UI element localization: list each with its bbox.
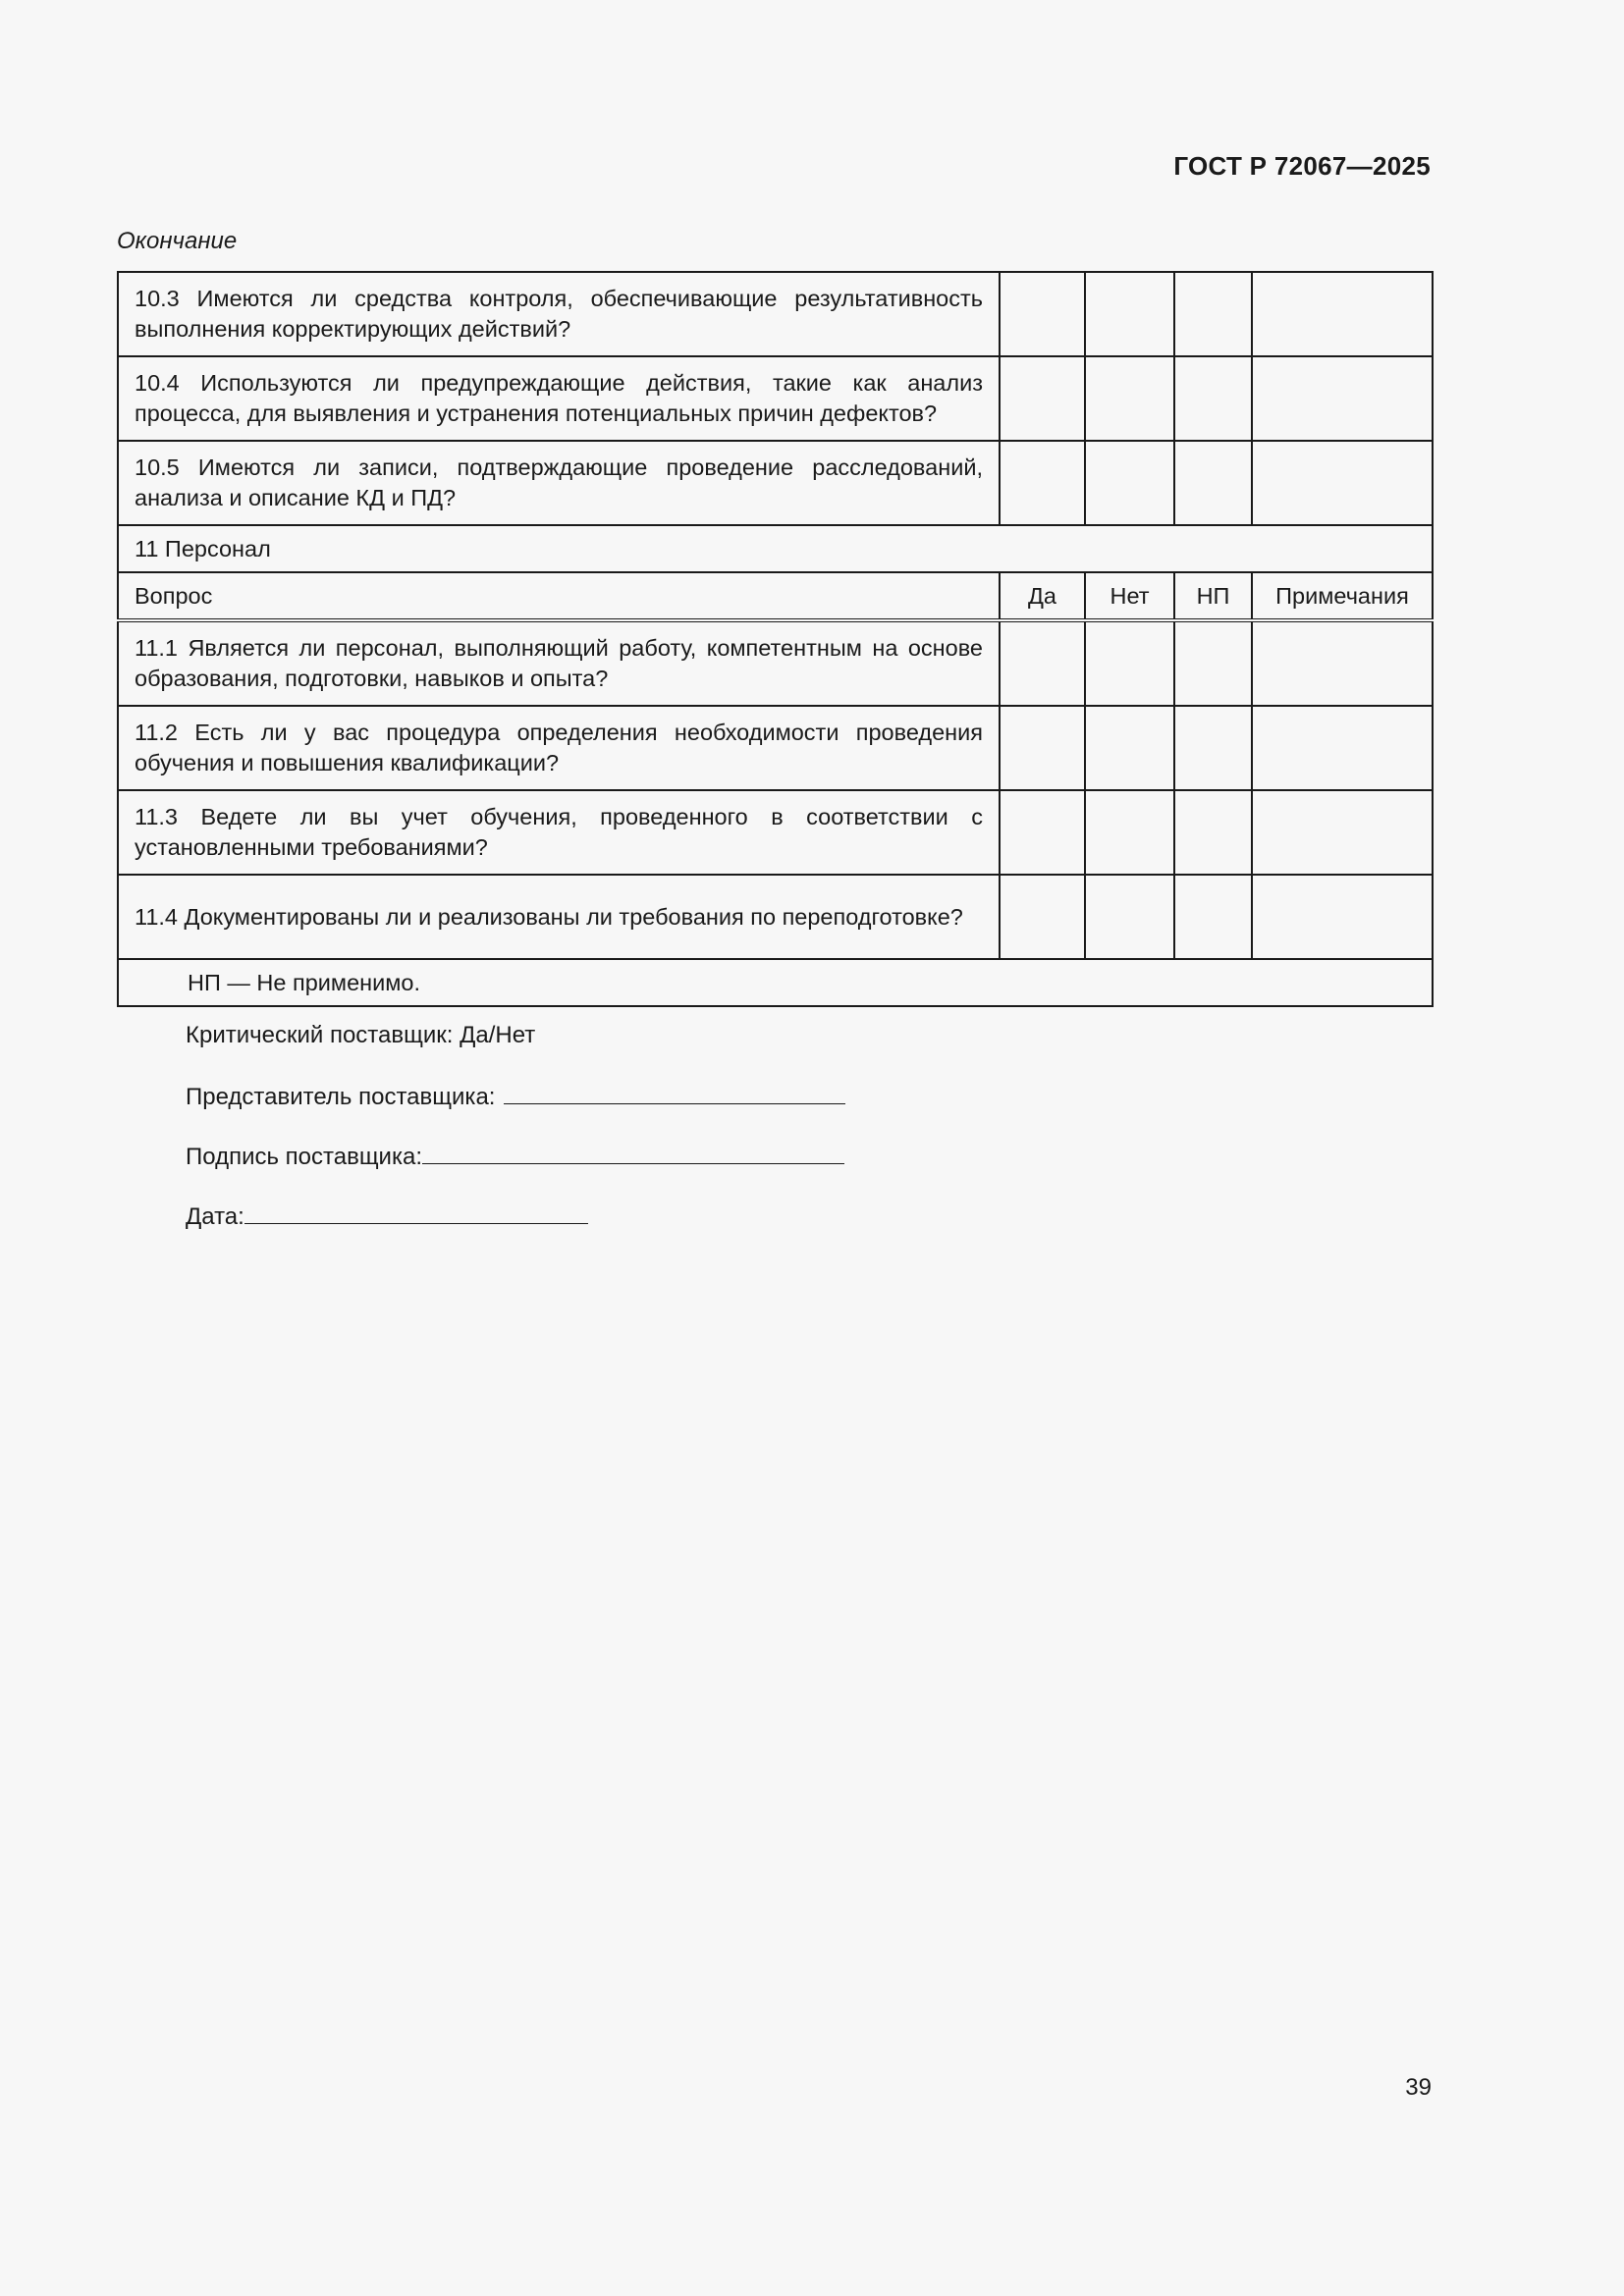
question-text: 11.1 Является ли персонал, выполняющий работу, компетентным на основе образования, подготовки, навыков и опыта? (118, 620, 1000, 706)
column-header-no: Нет (1085, 572, 1174, 620)
answer-no-cell[interactable] (1085, 620, 1174, 706)
representative-line (186, 1078, 845, 1138)
question-text: 11.4 Документированы ли и реализованы ли требования по переподготовке? (118, 875, 1000, 959)
notes-cell[interactable] (1252, 356, 1433, 441)
question-text: 10.4 Используются ли предупреждающие действия, такие как анализ процесса, для выявления и устранения потенциальных причин дефектов? (118, 356, 1000, 441)
table-row (118, 706, 1433, 790)
table-row (118, 620, 1433, 706)
column-header-na: НП (1174, 572, 1252, 620)
critical-supplier-line (186, 1018, 845, 1078)
table-footnote: НП — Не применимо. (118, 959, 1433, 1006)
notes-cell[interactable] (1252, 272, 1433, 356)
representative-field[interactable] (504, 1078, 845, 1104)
answer-no-cell[interactable] (1085, 441, 1174, 525)
answer-na-cell[interactable] (1174, 356, 1252, 441)
question-text: 10.3 Имеются ли средства контроля, обеспечивающие результативность выполнения корректирующих действий? (118, 272, 1000, 356)
question-text: 11.2 Есть ли у вас процедура определения необходимости проведения обучения и повышения квалификации? (118, 706, 1000, 790)
answer-na-cell[interactable] (1174, 875, 1252, 959)
page-number: 39 (1405, 2074, 1432, 2101)
standard-code: ГОСТ Р 72067—2025 (1173, 151, 1431, 181)
answer-yes-cell[interactable] (1000, 790, 1085, 875)
signature-field[interactable] (422, 1138, 844, 1164)
answer-yes-cell[interactable] (1000, 356, 1085, 441)
answer-yes-cell[interactable] (1000, 441, 1085, 525)
answer-na-cell[interactable] (1174, 272, 1252, 356)
footnote-row (118, 959, 1433, 1006)
answer-no-cell[interactable] (1085, 875, 1174, 959)
answer-na-cell[interactable] (1174, 620, 1252, 706)
answer-no-cell[interactable] (1085, 706, 1174, 790)
signature-block (186, 1018, 845, 1257)
answer-na-cell[interactable] (1174, 441, 1252, 525)
representative-label: Представитель поставщика: (186, 1084, 496, 1110)
notes-cell[interactable] (1252, 620, 1433, 706)
question-text: 11.3 Ведете ли вы учет обучения, проведенного в соответствии с установленными требованиями? (118, 790, 1000, 875)
checklist-table (117, 271, 1434, 1007)
date-line (186, 1198, 845, 1257)
notes-cell[interactable] (1252, 875, 1433, 959)
section-title: 11 Персонал (118, 525, 1433, 572)
answer-no-cell[interactable] (1085, 272, 1174, 356)
answer-na-cell[interactable] (1174, 790, 1252, 875)
date-label: Дата: (186, 1203, 244, 1230)
answer-yes-cell[interactable] (1000, 706, 1085, 790)
table-row (118, 356, 1433, 441)
column-header-notes: Примечания (1252, 572, 1433, 620)
answer-yes-cell[interactable] (1000, 620, 1085, 706)
table-row (118, 441, 1433, 525)
answer-na-cell[interactable] (1174, 706, 1252, 790)
notes-cell[interactable] (1252, 790, 1433, 875)
table-row (118, 790, 1433, 875)
date-field[interactable] (244, 1198, 588, 1224)
answer-yes-cell[interactable] (1000, 272, 1085, 356)
column-header-yes: Да (1000, 572, 1085, 620)
section-row (118, 525, 1433, 572)
answer-no-cell[interactable] (1085, 790, 1174, 875)
answer-yes-cell[interactable] (1000, 875, 1085, 959)
column-header-row (118, 572, 1433, 620)
continuation-label: Окончание (117, 228, 238, 254)
critical-supplier-label: Критический поставщик: Да/Нет (186, 1022, 536, 1048)
signature-line (186, 1138, 845, 1198)
answer-no-cell[interactable] (1085, 356, 1174, 441)
notes-cell[interactable] (1252, 706, 1433, 790)
signature-label: Подпись поставщика: (186, 1144, 423, 1170)
table-row (118, 272, 1433, 356)
question-text: 10.5 Имеются ли записи, подтверждающие проведение расследований, анализа и описание КД и ПД? (118, 441, 1000, 525)
column-header-question: Вопрос (118, 572, 1000, 620)
table-row (118, 875, 1433, 959)
notes-cell[interactable] (1252, 441, 1433, 525)
